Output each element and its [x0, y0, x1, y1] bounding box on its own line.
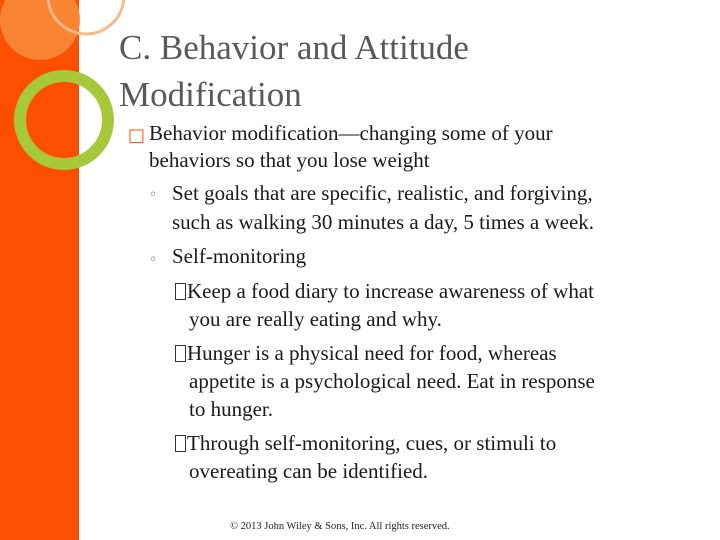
missing-glyph-bullet-icon	[175, 283, 186, 300]
slide-title-line-2: Modification	[119, 75, 302, 114]
level2-bullet-icon: ◦	[149, 187, 158, 203]
missing-glyph-bullet-icon	[175, 435, 186, 452]
bullet-3-line-1: Self-monitoring	[172, 244, 307, 268]
bullet-6-line-1-text: Through self-monitoring, cues, or stimuli to	[187, 431, 557, 455]
green-ring-shape	[20, 76, 108, 164]
bullet-5-line-1	[175, 338, 557, 368]
bullet-5-line-1-text: Hunger is a physical need for food, whereas	[187, 341, 557, 365]
level2-bullet-icon: ◦	[149, 252, 158, 268]
bullet-2-line-2: such as walking 30 minutes a day, 5 times a week.	[172, 210, 595, 234]
bullet-5-line-2: appetite is a psychological need. Eat in response	[189, 369, 595, 393]
slide-title	[119, 24, 679, 118]
bullet-2-line-1: Set goals that are specific, realistic, and forgiving,	[172, 181, 593, 205]
bullet-5-line-3: to hunger.	[189, 397, 273, 421]
missing-glyph-bullet-icon	[175, 345, 186, 362]
bullet-4-line-2: you are really eating and why.	[189, 307, 442, 331]
level1-bullet-icon: □	[128, 125, 146, 146]
slide-title-line-1: C. Behavior and Attitude	[119, 28, 469, 67]
copyright-footer: © 2013 John Wiley & Sons, Inc. All rights reserved.	[230, 521, 450, 532]
bullet-1-line-1: Behavior modification—changing some of your	[149, 121, 553, 145]
bullet-1-line-2: behaviors so that you lose weight	[149, 148, 430, 172]
bullet-4-line-1-text: Keep a food diary to increase awareness of what	[187, 279, 594, 303]
bullet-6-line-2: overeating can be identified.	[189, 459, 429, 483]
bullet-4-line-1	[175, 276, 594, 306]
bullet-6-line-1	[175, 428, 556, 458]
